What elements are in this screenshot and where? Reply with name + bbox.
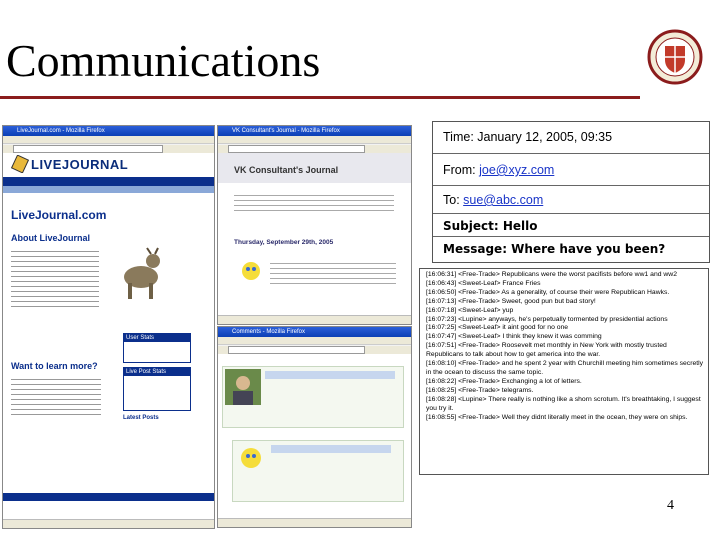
avatar-photo-icon xyxy=(225,369,261,405)
chat-line: [16:07:51] <Free-Trade> Roosevelt met monthly in New York with mostly trusted Republicans to talk about how to get america into the war. xyxy=(426,342,667,359)
comment-header xyxy=(265,371,395,379)
divider xyxy=(433,213,709,214)
chat-line: [16:08:55] <Free-Trade> Well they didnt literally meet in the ocean, they were on ships. xyxy=(426,413,688,421)
from-label: From: xyxy=(443,163,480,177)
tweety-avatar-icon xyxy=(237,445,265,473)
chat-line: [16:08:25] <Free-Trade> telegrams. xyxy=(426,386,534,394)
journal-screenshot xyxy=(217,125,412,325)
about-text xyxy=(11,247,99,307)
search-strip[interactable] xyxy=(3,186,214,193)
chat-line: [16:07:47] <Sweet-Leaf> I think they knew it was comming xyxy=(426,333,602,341)
livejournal-page xyxy=(3,153,214,520)
comments-screenshot xyxy=(217,326,412,528)
chat-line: [16:07:25] <Sweet-Leaf> it aint good for no one xyxy=(426,324,569,332)
nav-tabs[interactable] xyxy=(3,177,214,186)
journal-date: Thursday, September 29th, 2005 xyxy=(234,239,334,246)
email-message: Message: Where have you been? xyxy=(443,242,666,256)
divider xyxy=(433,153,709,154)
to-address-link[interactable]: sue@abc.com xyxy=(463,193,544,207)
footer-links[interactable] xyxy=(3,493,214,501)
page-number: 4 xyxy=(667,498,674,513)
journal-intro xyxy=(234,191,394,211)
user-stats-heading: User Stats xyxy=(124,334,190,342)
menu-bar xyxy=(218,337,411,345)
user-stats-box xyxy=(123,333,191,363)
email-subject: Subject: Hello xyxy=(443,219,538,233)
goat-mascot-icon xyxy=(115,245,167,303)
comment-header xyxy=(271,445,391,453)
divider xyxy=(433,236,709,237)
tweety-avatar-icon xyxy=(238,259,264,285)
chat-log xyxy=(419,268,709,475)
menu-bar xyxy=(3,136,214,144)
to-label: To: xyxy=(443,193,464,207)
title-rule xyxy=(0,96,640,99)
from-address-link[interactable]: joe@xyz.com xyxy=(479,163,555,177)
entry-text xyxy=(270,259,396,287)
window-title: Comments - Mozilla Firefox xyxy=(218,327,411,337)
live-post-stats-heading: Live Post Stats xyxy=(124,368,190,376)
status-bar xyxy=(218,518,411,527)
chat-line: [16:06:43] <Sweet-Leaf> France Fries xyxy=(426,279,541,287)
journal-page xyxy=(218,153,411,316)
email-time: Time: January 12, 2005, 09:35 xyxy=(443,130,613,144)
menu-bar xyxy=(218,136,411,144)
comment-two xyxy=(232,440,404,502)
window-title: VK Consultant's Journal - Mozilla Firefox xyxy=(218,126,411,136)
chat-line: [16:06:31] <Free-Trade> Republicans were the worst pacifists before ww1 and ww2 xyxy=(426,271,677,278)
comment-one xyxy=(222,366,404,428)
chat-line: [16:08:28] <Lupine> There really is nothing like a shorn scrotum. It's breathtaking, I suggest you try it. xyxy=(426,395,701,412)
learn-more-heading: Want to learn more? xyxy=(11,361,98,371)
pencil-logo-icon xyxy=(11,155,29,173)
latest-posts-link[interactable]: Latest Posts xyxy=(123,415,159,421)
journal-header xyxy=(218,153,411,183)
email-box xyxy=(432,121,710,263)
window-title: LiveJournal.com - Mozilla Firefox xyxy=(3,126,214,136)
chat-line: [16:06:50] <Free-Trade> As a generality, of course their were Republican Hawks. xyxy=(426,288,670,296)
chat-line: [16:07:23] <Lupine> anyways, he's perpetually tormented by presidential actions xyxy=(426,315,668,323)
status-bar xyxy=(3,519,214,528)
about-heading: About LiveJournal xyxy=(11,233,91,243)
lj-heading: LiveJournal.com xyxy=(11,208,107,222)
chat-line: [16:08:10] <Free-Trade> and he spent 2 year with Churchill meeting him sometimes secretly in the ocean to discuss the same topic. xyxy=(426,360,704,376)
chat-line: [16:07:13] <Free-Trade> Sweet, good pun but bad story! xyxy=(426,297,596,305)
email-to xyxy=(443,193,543,207)
comments-page xyxy=(218,354,411,519)
divider xyxy=(433,185,709,186)
university-seal-icon xyxy=(646,24,704,94)
chat-line: [16:07:18] <Sweet-Leaf> yup xyxy=(426,306,514,314)
learn-more-text xyxy=(11,375,101,415)
livejournal-screenshot xyxy=(2,125,215,529)
status-bar xyxy=(218,315,411,324)
journal-heading: VK Consultant's Journal xyxy=(234,165,339,175)
slide-title: Communications xyxy=(6,35,321,86)
live-post-stats-box xyxy=(123,367,191,411)
email-from xyxy=(443,163,554,177)
chat-line: [16:08:22] <Free-Trade> Exchanging a lot of letters. xyxy=(426,377,582,385)
livejournal-logo: LIVEJOURNAL xyxy=(31,157,129,172)
